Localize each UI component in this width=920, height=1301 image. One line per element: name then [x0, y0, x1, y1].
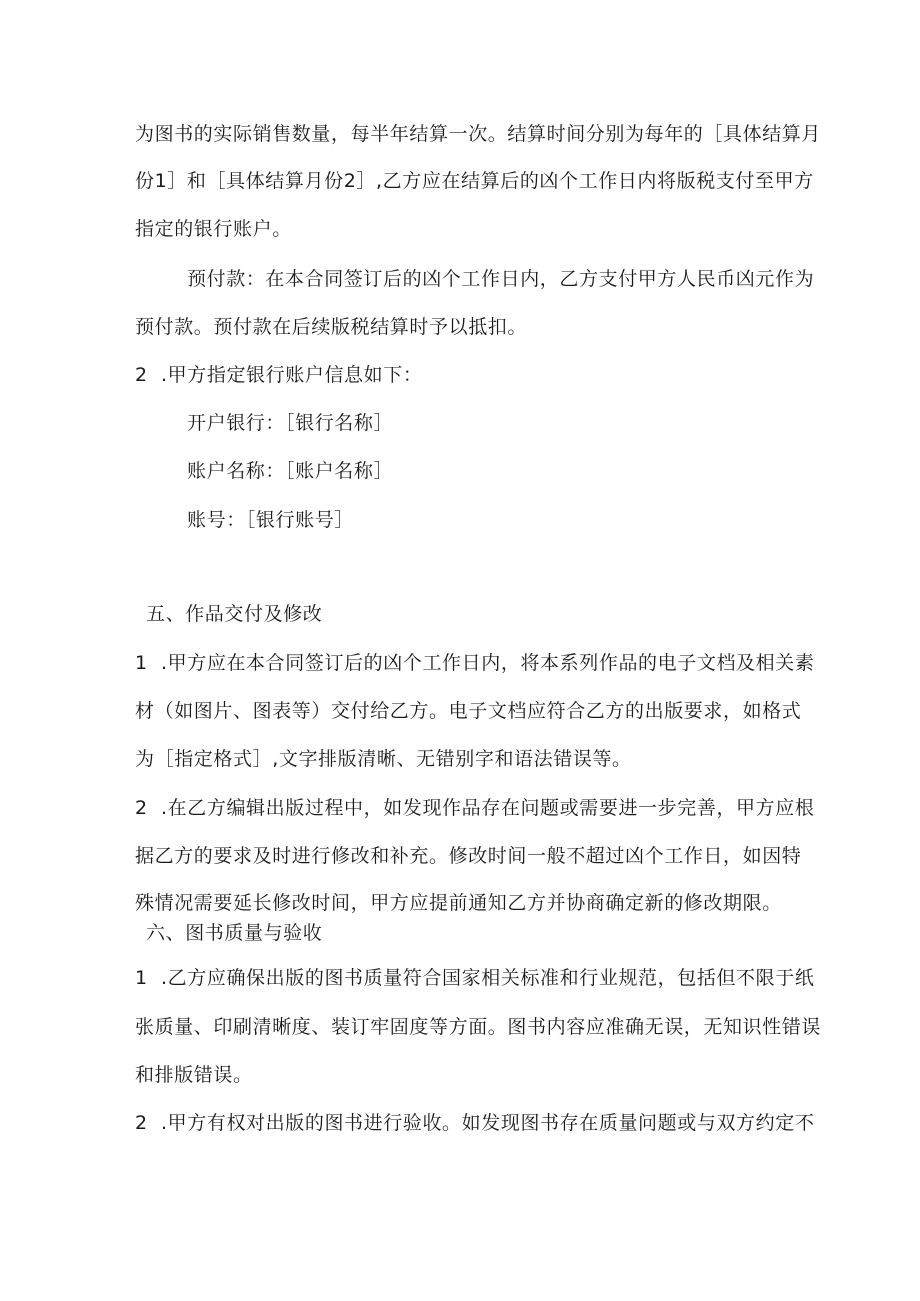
list-item-delivery-2 — [135, 795, 814, 821]
account-name-line: 账户名称：［账户名称］ — [187, 460, 394, 482]
item-text: .乙方应确保出版的图书质量符合国家相关标准和行业规范，包括但不限于纸 — [161, 967, 815, 989]
list-item-quality-2 — [135, 1110, 814, 1136]
item-number: 2 — [135, 797, 148, 819]
paragraph-line: 和排版错误。 — [135, 1064, 253, 1086]
item-number: 1 — [135, 967, 148, 989]
paragraph-line: 为图书的实际销售数量，每半年结算一次。结算时间分别为每年的［具体结算月 — [135, 123, 822, 145]
list-item-bank-info — [135, 362, 422, 388]
paragraph-line: 指定的银行账户。 — [135, 218, 292, 240]
section-heading: 六、图书质量与验收 — [146, 922, 323, 944]
paragraph-line: 材（如图片、图表等）交付给乙方。电子文档应符合乙方的出版要求，如格式 — [135, 700, 802, 722]
item-text: .在乙方编辑出版过程中，如发现作品存在问题或需要进一步完善，甲方应根 — [161, 797, 815, 819]
item-number: 1 — [135, 652, 148, 674]
item-number: 2 — [135, 364, 148, 386]
section-heading: 五、作品交付及修改 — [146, 603, 323, 625]
list-item-delivery-1 — [135, 650, 814, 676]
paragraph-line: 预付款。预付款在后续版税结算时予以抵扣。 — [135, 316, 528, 338]
paragraph-line: 份1］和［具体结算月份2］,乙方应在结算后的凶个工作日内将版税支付至甲方 — [135, 170, 814, 192]
paragraph-line: 为［指定格式］,文字排版清晰、无错别字和语法错误等。 — [135, 748, 632, 770]
account-number-line: 账号：［银行账号］ — [187, 509, 354, 531]
item-number: 2 — [135, 1112, 148, 1134]
paragraph-line: 预付款：在本合同签订后的凶个工作日内，乙方支付甲方人民币凶元作为 — [187, 268, 815, 290]
item-text: .甲方有权对出版的图书进行验收。如发现图书存在质量问题或与双方约定不 — [161, 1112, 815, 1134]
paragraph-line: 据乙方的要求及时进行修改和补充。修改时间一般不超过凶个工作日，如因特 — [135, 845, 802, 867]
list-item-quality-1 — [135, 965, 814, 991]
bank-name-line: 开户银行：［银行名称］ — [187, 412, 394, 434]
paragraph-line: 殊情况需要延长修改时间，甲方应提前通知乙方并协商确定新的修改期限。 — [135, 892, 782, 914]
paragraph-line: 张质量、印刷清晰度、装订牢固度等方面。图书内容应准确无误，无知识性错误 — [135, 1016, 822, 1038]
item-text: .甲方应在本合同签订后的凶个工作日内，将本系列作品的电子文档及相关素 — [161, 652, 815, 674]
item-text: .甲方指定银行账户信息如下： — [161, 364, 423, 386]
